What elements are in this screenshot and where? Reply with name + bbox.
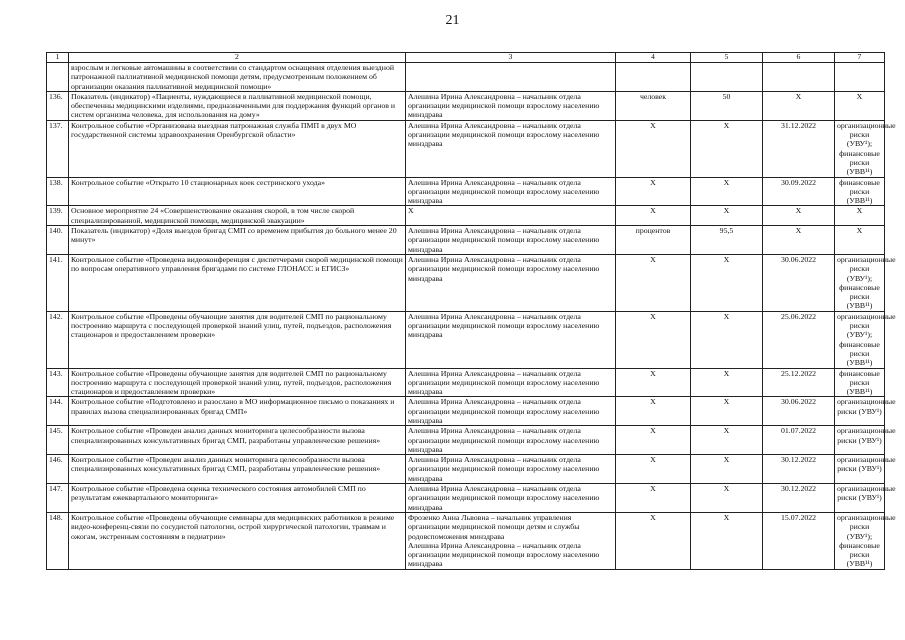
row-value: Х [691,254,763,311]
row-risk: организационные риски (УВУ¹) [835,397,885,426]
table-row [47,311,885,368]
row-description: Контрольное событие «Проведены обучающие семинары для медицинских работников в режиме видео-конференц-связи по сосудистой патологии, острой хирургической патологии, травмам и ожогам, экстренным состояниям в педиатрии» [69,512,406,569]
row-responsible: Х [406,206,616,226]
table-row [47,455,885,484]
row-number: 148. [47,512,69,569]
column-header: 4 [616,53,691,63]
row-number: 144. [47,397,69,426]
row-description: Показатель (индикатор) «Доля выездов бригад СМП со временем прибытия до больного менее 20 минут» [69,226,406,255]
column-header: 7 [835,53,885,63]
row-number: 146. [47,455,69,484]
row-risk: Х [835,206,885,226]
row-number: 139. [47,206,69,226]
row-risk: организационные риски (УВУ¹); финансовые риски (УВВ¹¹) [835,311,885,368]
row-responsible-primary: Фрозенко Анна Львовна – начальник управления организации медицинской помощи детям и службы родовспоможения минздрава [408,512,580,541]
row-date: 30.06.2022 [763,397,835,426]
row-unit: человек [616,91,691,120]
row-risk: финансовые риски (УВВ¹¹) [835,177,885,206]
row-responsible: Алешина Ирина Александровна – начальник отдела организации медицинской помощи взрослому населению минздрава [406,484,616,513]
row-date: 25.06.2022 [763,311,835,368]
row-responsible: Алешина Ирина Александровна – начальник отдела организации медицинской помощи взрослому населению минздрава [406,455,616,484]
row-date: 25.12.2022 [763,368,835,397]
row-unit: Х [616,177,691,206]
row-unit: Х [616,120,691,177]
row-value: Х [691,512,763,569]
row-date: Х [763,226,835,255]
continuation-text: взрослым и легковые автомашины в соответствии со стандартом оснащения отделения выездной патронажной паллиативной медицинской помощи детям, предусмотренным положением об организации оказания паллиативной медицинской помощи» [69,63,406,92]
table-row [47,484,885,513]
row-unit: Х [616,484,691,513]
row-description: Контрольное событие «Организована выездная патронажная служба ПМП в двух МО государственной системы здравоохранения Оренбургской области» [69,120,406,177]
row-unit: Х [616,397,691,426]
row-value: Х [691,177,763,206]
row-description: Показатель (индикатор) «Пациенты, нуждающиеся в паллиативной медицинской помощи, обеспеченны медицинскими изделиями, предназначенными для поддержания функций органов и систем организма человека, для использования на дому» [69,91,406,120]
table-header-row [47,53,885,63]
row-risk: организационные риски (УВУ¹); финансовые риски (УВВ¹¹) [835,512,885,569]
row-description: Основное мероприятие 24 «Совершенствование оказания скорой, в том числе скорой специализированной, медицинской помощи, медицинской эвакуации» [69,206,406,226]
empty-cell [763,63,835,92]
row-value: Х [691,426,763,455]
row-risk: организационные риски (УВУ¹); финансовые риски (УВВ¹¹) [835,120,885,177]
column-header: 1 [47,53,69,63]
row-risk: организационные риски (УВУ¹) [835,484,885,513]
row-number-cell [47,63,69,92]
row-unit: Х [616,368,691,397]
plan-table [46,52,896,570]
row-risk: организационные риски (УВУ¹) [835,455,885,484]
row-description: Контрольное событие «Проведен анализ данных мониторинга целесообразности вызова специализированных консультативных бригад СМП, разработаны управленческие решения» [69,426,406,455]
row-date: 30.12.2022 [763,484,835,513]
row-date: 30.09.2022 [763,177,835,206]
row-date: 01.07.2022 [763,426,835,455]
row-value: Х [691,368,763,397]
row-description: Контрольное событие «Проведены обучающие занятия для водителей СМП по рациональному построению маршрута с последующей проверкой знаний улиц, путей, подъездов, расположения стационаров и предоставлением проверки» [69,311,406,368]
row-unit: Х [616,254,691,311]
table-row [47,512,885,569]
row-description: Контрольное событие «Подготовлено и разослано в МО информационное письмо о показаниях и правилах вызова специализированных бригад СМП» [69,397,406,426]
row-value: 95,5 [691,226,763,255]
row-risk: организационные риски (УВУ¹); финансовые риски (УВВ¹¹) [835,254,885,311]
empty-cell [835,63,885,92]
table-row [47,177,885,206]
row-responsible-secondary: Алешина Ирина Александровна – начальник отдела организации медицинской помощи взрослому населению минздрава [408,540,600,569]
row-responsible [406,512,616,569]
table-row [47,206,885,226]
row-responsible: Алешина Ирина Александровна – начальник отдела организации медицинской помощи взрослому населению минздрава [406,226,616,255]
row-responsible: Алешина Ирина Александровна – начальник отдела организации медицинской помощи взрослому населению минздрава [406,254,616,311]
row-number: 136. [47,91,69,120]
row-date: 30.06.2022 [763,254,835,311]
row-description: Контрольное событие «Проведена видеоконференция с диспетчерами скорой медицинской помощи по вопросам оперативного управления бригадами по системе ГЛОНАСС и ЕГИСЗ» [69,254,406,311]
row-number: 143. [47,368,69,397]
row-responsible: Алешина Ирина Александровна – начальник отдела организации медицинской помощи взрослому населению минздрава [406,177,616,206]
row-description: Контрольное событие «Открыто 10 стационарных коек сестринского ухода» [69,177,406,206]
row-number: 142. [47,311,69,368]
row-description: Контрольное событие «Проведена оценка технического состояния автомобилей СМП по результатам ежеквартального мониторинга» [69,484,406,513]
table-row [47,120,885,177]
row-description: Контрольное событие «Проведены обучающие занятия для водителей СМП по рациональному построению маршрута с последующей проверкой знаний улиц, путей, подъездов, расположения стационаров и предоставлением проверки» [69,368,406,397]
row-number: 145. [47,426,69,455]
table-row [47,226,885,255]
row-responsible: Алешина Ирина Александровна – начальник отдела организации медицинской помощи взрослому населению минздрава [406,397,616,426]
table-row [47,254,885,311]
row-responsible: Алешина Ирина Александровна – начальник отдела организации медицинской помощи взрослому населению минздрава [406,120,616,177]
column-header: 2 [69,53,406,63]
page-number: 21 [445,13,460,28]
row-responsible: Алешина Ирина Александровна – начальник отдела организации медицинской помощи взрослому населению минздрава [406,368,616,397]
row-date: 15.07.2022 [763,512,835,569]
row-unit: Х [616,426,691,455]
row-unit: процентов [616,226,691,255]
row-value: Х [691,455,763,484]
row-number: 138. [47,177,69,206]
row-unit: Х [616,512,691,569]
table-row [47,91,885,120]
row-number: 140. [47,226,69,255]
row-value: Х [691,397,763,426]
row-date: 30.12.2022 [763,455,835,484]
row-responsible: Алешина Ирина Александровна – начальник отдела организации медицинской помощи взрослому населению минздрава [406,426,616,455]
row-description: Контрольное событие «Проведен анализ данных мониторинга целесообразности вызова специализированных консультативных бригад СМП, разработаны управленческие решения» [69,455,406,484]
row-risk: Х [835,91,885,120]
row-unit: Х [616,206,691,226]
row-responsible: Алешина Ирина Александровна – начальник отдела организации медицинской помощи взрослому населению минздрава [406,91,616,120]
table-row [47,426,885,455]
empty-cell [406,63,616,92]
column-header: 5 [691,53,763,63]
row-value: 50 [691,91,763,120]
row-value: Х [691,311,763,368]
row-value: Х [691,484,763,513]
row-date: Х [763,91,835,120]
row-number: 147. [47,484,69,513]
row-value: Х [691,120,763,177]
column-header: 6 [763,53,835,63]
row-unit: Х [616,311,691,368]
row-date: 31.12.2022 [763,120,835,177]
table-row [47,368,885,397]
row-unit: Х [616,455,691,484]
row-risk: Х [835,226,885,255]
row-risk: финансовые риски (УВВ¹¹) [835,368,885,397]
empty-cell [691,63,763,92]
row-responsible: Алешина Ирина Александровна – начальник отдела организации медицинской помощи взрослому населению минздрава [406,311,616,368]
row-date: Х [763,206,835,226]
row-value: Х [691,206,763,226]
empty-cell [616,63,691,92]
row-number: 141. [47,254,69,311]
row-risk: организационные риски (УВУ¹) [835,426,885,455]
table-row [47,397,885,426]
column-header: 3 [406,53,616,63]
continuation-row [47,63,885,92]
row-number: 137. [47,120,69,177]
